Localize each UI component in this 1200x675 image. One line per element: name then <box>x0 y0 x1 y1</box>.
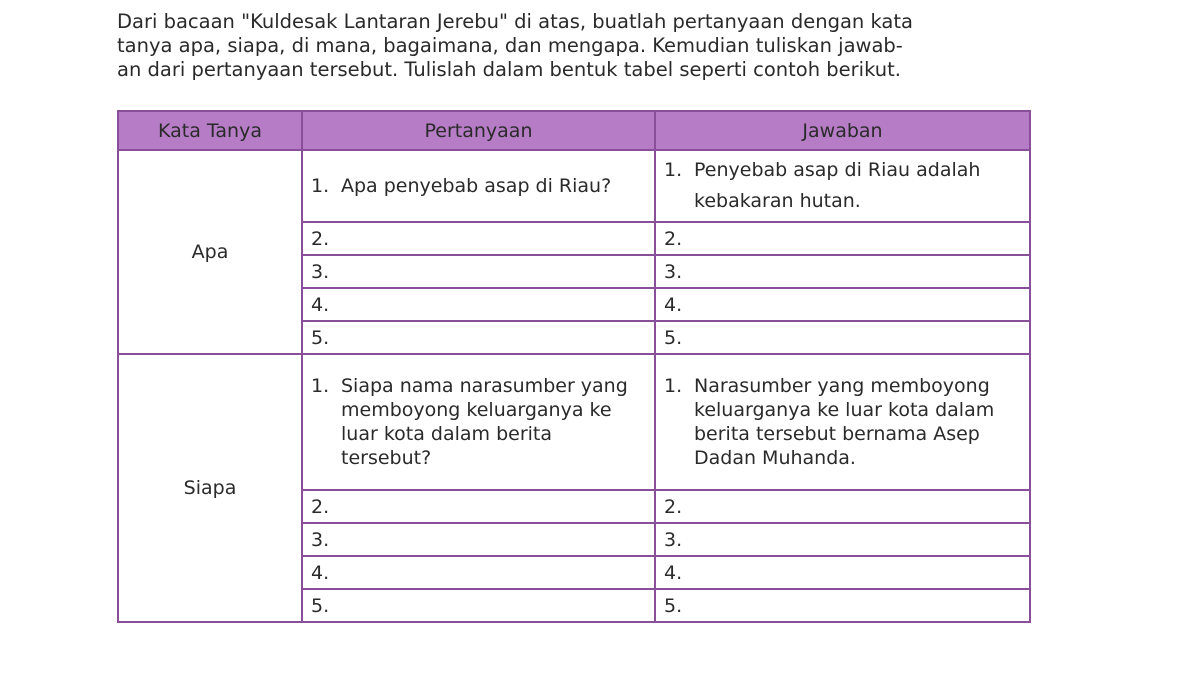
instruction-line: tanya apa, siapa, di mana, bagaimana, dan mengapa. Kemudian tuliskan jawab- <box>117 34 903 57</box>
question-blank: 4. <box>302 288 655 321</box>
answer-blank: 2. <box>655 222 1030 255</box>
question-blank: 3. <box>302 523 655 556</box>
instruction-line: an dari pertanyaan tersebut. Tulislah dalam bentuk tabel seperti contoh berikut. <box>117 58 901 81</box>
answer-blank: 5. <box>655 321 1030 354</box>
answer-text: Narasumber yang memboyong keluarganya ke luar kota dalam berita tersebut bernama Asep Dadan Muhanda. <box>694 375 995 469</box>
item-number: 1. <box>664 375 683 397</box>
kata-tanya-apa: Apa <box>118 150 302 354</box>
question-cell <box>302 150 655 222</box>
question-answer-table <box>117 110 1031 623</box>
instruction-paragraph <box>117 10 1047 82</box>
instruction-line: Dari bacaan "Kuldesak Lantaran Jerebu" di atas, buatlah pertanyaan dengan kata <box>117 10 913 33</box>
answer-cell <box>655 150 1030 222</box>
table-row <box>118 150 1030 222</box>
kata-tanya-siapa: Siapa <box>118 354 302 622</box>
question-blank: 5. <box>302 321 655 354</box>
answer-text: Penyebab asap di Riau adalah kebakaran hutan. <box>694 159 981 212</box>
table-row <box>118 354 1030 490</box>
header-jawaban: Jawaban <box>655 111 1030 150</box>
question-text: Apa penyebab asap di Riau? <box>341 174 612 197</box>
item-number: 1. <box>664 159 683 181</box>
item-number: 1. <box>311 375 330 397</box>
question-blank: 3. <box>302 255 655 288</box>
answer-blank: 4. <box>655 288 1030 321</box>
answer-blank: 2. <box>655 490 1030 523</box>
question-blank: 4. <box>302 556 655 589</box>
table-header-row <box>118 111 1030 150</box>
answer-blank: 5. <box>655 589 1030 622</box>
answer-cell <box>655 354 1030 490</box>
answer-blank: 3. <box>655 523 1030 556</box>
question-cell <box>302 354 655 490</box>
question-text: Siapa nama narasumber yang memboyong keluarganya ke luar kota dalam berita tersebut? <box>341 375 628 469</box>
question-blank: 2. <box>302 490 655 523</box>
item-number: 1. <box>311 174 330 197</box>
question-blank: 2. <box>302 222 655 255</box>
answer-blank: 3. <box>655 255 1030 288</box>
header-pertanyaan: Pertanyaan <box>302 111 655 150</box>
question-blank: 5. <box>302 589 655 622</box>
header-kata-tanya: Kata Tanya <box>118 111 302 150</box>
answer-blank: 4. <box>655 556 1030 589</box>
